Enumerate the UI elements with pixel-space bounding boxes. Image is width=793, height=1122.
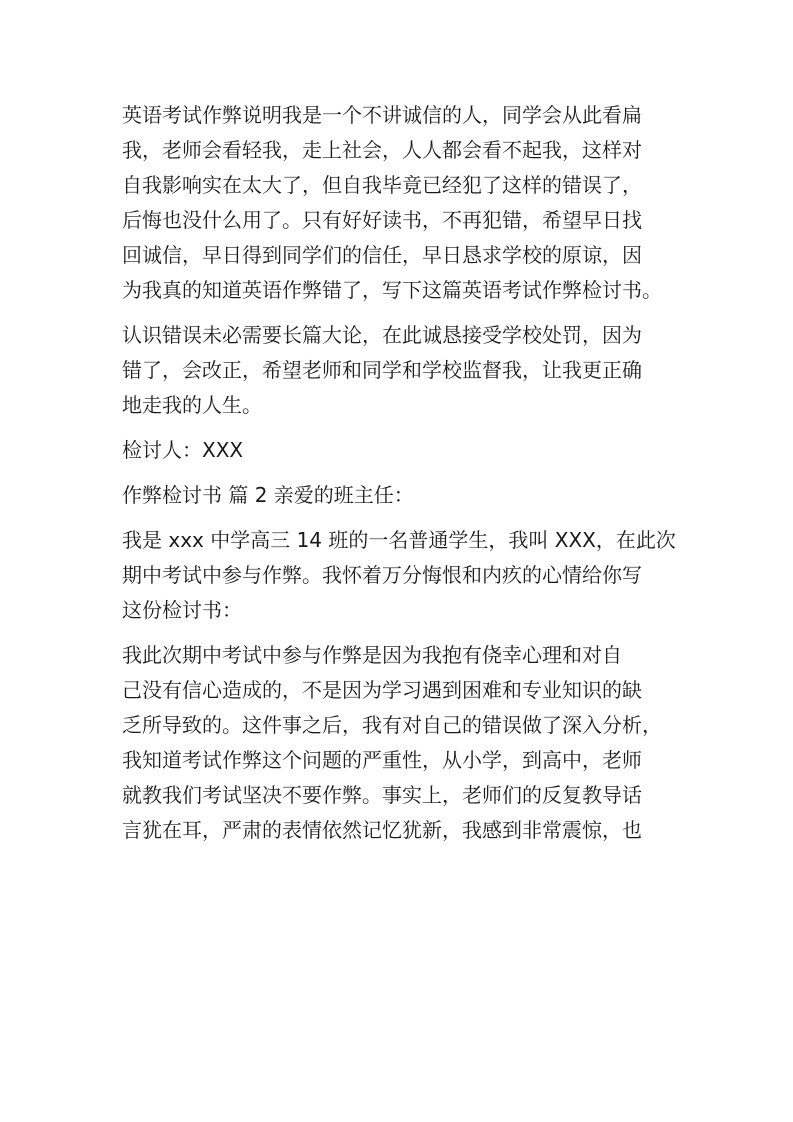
signature-line xyxy=(122,433,682,468)
text-line: 我知道考试作弊这个问题的严重性，从小学，到高中，老师 xyxy=(122,748,642,772)
text-line: 回诚信，早日得到同学们的信任，早日恳求学校的原谅，因 xyxy=(122,243,642,267)
text-line: 己没有信心造成的，不是因为学习遇到困难和专业知识的缺 xyxy=(122,678,642,702)
paragraph-acceptance xyxy=(122,318,682,423)
text-line: 我此次期中考试中参与作弊是因为我抱有侥幸心理和对自 xyxy=(122,643,622,667)
text-line: 就教我们考试坚决不要作弊。事实上，老师们的反复教导话 xyxy=(122,783,642,807)
document-body xyxy=(122,98,682,858)
paragraph-confession xyxy=(122,98,682,308)
text-line: 乏所导致的。这件事之后，我有对自己的错误做了深入分析， xyxy=(122,713,662,737)
text-line: 为我真的知道英语作弊错了，写下这篇英语考试作弊检讨书。 xyxy=(122,278,662,302)
text-line: 地走我的人生。 xyxy=(122,393,262,417)
text-line: 后悔也没什么用了。只有好好读书，不再犯错，希望早日找 xyxy=(122,208,642,232)
paragraph-reason xyxy=(122,638,682,848)
text-line: 期中考试中参与作弊。我怀着万分悔恨和内疚的心情给你写 xyxy=(122,563,642,587)
text-line: 错了，会改正，希望老师和同学和学校监督我，让我更正确 xyxy=(122,358,642,382)
text-line: 英语考试作弊说明我是一个不讲诚信的人，同学会从此看扁 xyxy=(122,103,642,127)
heading-text: 作弊检讨书 篇 2 亲爱的班主任： xyxy=(122,483,414,507)
section-heading xyxy=(122,478,682,513)
signature-text: 检讨人：XXX xyxy=(122,438,244,462)
text-line: 我，老师会看轻我，走上社会，人人都会看不起我，这样对 xyxy=(122,138,642,162)
text-line: 自我影响实在太大了，但自我毕竟已经犯了这样的错误了， xyxy=(122,173,642,197)
text-line: 我是 xxx 中学高三 14 班的一名普通学生，我叫 XXX，在此次 xyxy=(122,528,676,552)
paragraph-introduction xyxy=(122,523,682,628)
text-line: 认识错误未必需要长篇大论，在此诚恳接受学校处罚，因为 xyxy=(122,323,642,347)
text-line: 这份检讨书： xyxy=(122,598,242,622)
text-line: 言犹在耳，严肃的表情依然记忆犹新，我感到非常震惊，也 xyxy=(122,818,642,842)
